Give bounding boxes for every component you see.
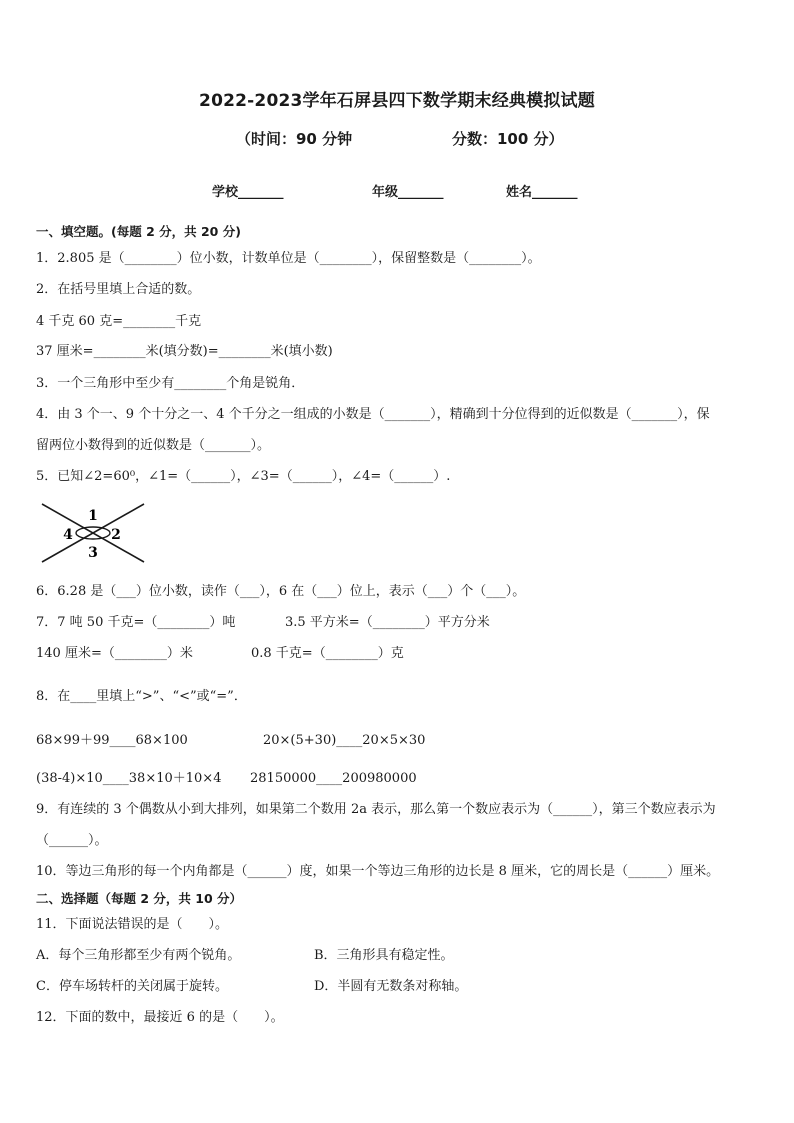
section-heading-fill-in: 一、填空题。(每题 2 分，共 20 分) xyxy=(36,224,241,239)
question-9-line-2: （______）。 xyxy=(36,833,108,848)
section-heading-multiple-choice: 二、选择题（每题 2 分，共 10 分） xyxy=(36,891,243,906)
question-11-option-c: C．停车场转杆的关闭属于旋转。 xyxy=(36,979,228,994)
question-2-stem: 2．在括号里填上合适的数。 xyxy=(36,282,201,297)
question-2-part-b: 37 厘米=________米(填分数)=________米(填小数) xyxy=(36,344,333,359)
question-7-part-c: 140 厘米=（________）米 xyxy=(36,646,193,661)
grade-field: 年级_______ xyxy=(372,185,444,200)
exam-time: （时间：90 分钟 xyxy=(236,130,353,148)
angle-label-3: 3 xyxy=(88,545,98,561)
question-10: 10．等边三角形的每一个内角都是（______）度，如果一个等边三角形的边长是 8 厘米，它的周长是（______）厘米。 xyxy=(36,864,720,879)
question-8-part-c: (38-4)×10____38×10＋10×4 xyxy=(36,771,222,786)
exam-title: 2022-2023学年石屏县四下数学期末经典模拟试题 xyxy=(199,91,595,111)
question-9-line-1: 9．有连续的 3 个偶数从小到大排列，如果第二个数用 2a 表示，那么第一个数应表示为（______），第三个数应表示为 xyxy=(36,802,716,817)
question-8-part-d: 28150000____200980000 xyxy=(250,771,417,786)
question-6: 6．6.28 是（___）位小数，读作（___），6 在（___）位上，表示（___）个（___）。 xyxy=(36,584,526,599)
angle-label-4: 4 xyxy=(63,527,73,543)
name-field: 姓名_______ xyxy=(506,185,578,200)
question-2-part-a: 4 千克 60 克=________千克 xyxy=(36,314,202,329)
intersecting-lines-figure xyxy=(40,500,146,566)
angle-label-1: 1 xyxy=(88,508,98,524)
angle-label-2: 2 xyxy=(111,527,121,543)
question-11-option-b: B．三角形具有稳定性。 xyxy=(314,948,454,963)
exam-score: 分数：100 分） xyxy=(452,130,564,148)
question-7-part-b: 3.5 平方米=（________）平方分米 xyxy=(285,615,490,630)
question-7-part-a: 7．7 吨 50 千克=（________）吨 xyxy=(36,615,236,630)
question-8-part-a: 68×99＋99____68×100 xyxy=(36,733,188,748)
question-7-part-d: 0.8 千克=（________）克 xyxy=(251,646,404,661)
question-11-option-a: A．每个三角形都至少有两个锐角。 xyxy=(36,948,241,963)
question-11-option-d: D．半圆有无数条对称轴。 xyxy=(314,979,468,994)
question-11-stem: 11．下面说法错误的是（ ）。 xyxy=(36,917,229,932)
question-5: 5．已知∠2=60⁰，∠1=（______），∠3=（______），∠4=（______）. xyxy=(36,469,451,484)
question-1: 1．2.805 是（________）位小数，计数单位是（________），保留整数是（________）。 xyxy=(36,251,541,266)
question-12: 12．下面的数中，最接近 6 的是（ ）。 xyxy=(36,1010,284,1025)
question-8-part-b: 20×(5+30)____20×5×30 xyxy=(263,733,426,748)
question-8-stem: 8．在____里填上“>”、“<”或“=”． xyxy=(36,689,247,704)
school-field: 学校_______ xyxy=(212,185,284,200)
question-3: 3．一个三角形中至少有________个角是锐角． xyxy=(36,376,305,391)
question-4-line-1: 4．由 3 个一、9 个十分之一、4 个千分之一组成的小数是（_______），精确到十分位得到的近似数是（_______），保 xyxy=(36,407,710,422)
question-4-line-2: 留两位小数得到的近似数是（_______）。 xyxy=(36,438,271,453)
